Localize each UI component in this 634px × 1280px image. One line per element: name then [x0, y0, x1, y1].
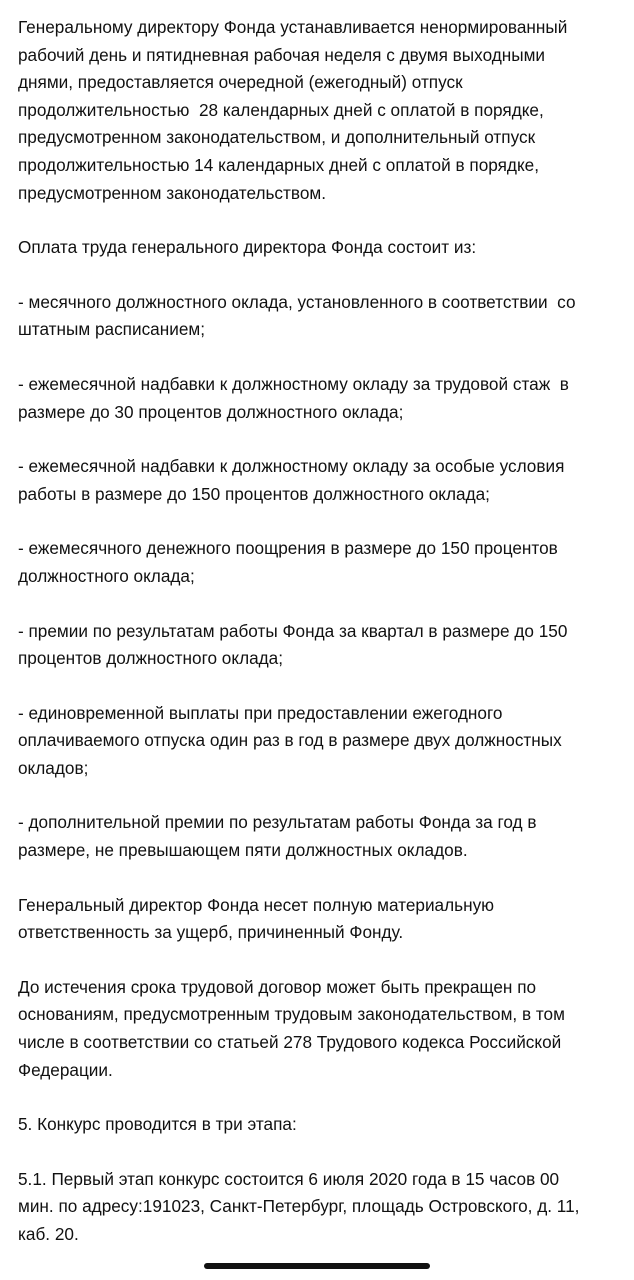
- list-item-vacation-payment: - единовременной выплаты при предоставлении ежегодного оплачиваемого отпуска один раз в год в размере двух должностных окладов;: [18, 702, 562, 778]
- paragraph-contract-termination: До истечения срока трудовой договор может быть прекращен по основаниям, предусмотренным трудовым законодательством, в том числе в соответствии со статьей 278 Трудового кодекса Российской Федерации.: [18, 976, 565, 1080]
- paragraph-work-schedule: Генеральному директору Фонда устанавливается ненормированный рабочий день и пятидневная рабочая неделя с двумя выходными днями, предоставляется очередной (ежегодный) отпуск продолжительностью 28 календарных дней с оплатой в порядке, предусмотренном законодательством, и дополнительный отпуск продолжительностью 14 календарных дней с оплатой в порядке, предусмотренном законодательством.: [18, 17, 568, 203]
- paragraph-salary-intro: Оплата труда генерального директора Фонда состоит из:: [18, 237, 477, 258]
- home-indicator[interactable]: [204, 1263, 430, 1269]
- paragraph-contest-stages: 5. Конкурс проводится в три этапа:: [18, 1114, 297, 1135]
- list-item-monetary-incentive: - ежемесячного денежного поощрения в размере до 150 процентов должностного оклада;: [18, 538, 558, 586]
- document-body: [18, 14, 620, 1276]
- list-item-special-conditions-bonus: - ежемесячной надбавки к должностному окладу за особые условия работы в размере до 150 процентов должностного оклада;: [18, 456, 565, 504]
- paragraph-first-stage: 5.1. Первый этап конкурс состоится 6 июля 2020 года в 15 часов 00 мин. по адресу:191023, Санкт-Петербург, площадь Островского, д. 11, каб. 20.: [18, 1168, 580, 1244]
- list-item-seniority-bonus: - ежемесячной надбавки к должностному окладу за трудовой стаж в размере до 30 процентов должностного оклада;: [18, 373, 569, 422]
- list-item-monthly-salary: - месячного должностного оклада, установленного в соответствии со штатным расписанием;: [18, 291, 576, 340]
- list-item-annual-bonus: - дополнительной премии по результатам работы Фонда за год в размере, не превышающем пяти должностных окладов.: [18, 812, 537, 861]
- list-item-quarterly-bonus: - премии по результатам работы Фонда за квартал в размере до 150 процентов должностного оклада;: [18, 620, 568, 669]
- paragraph-liability: Генеральный директор Фонда несет полную материальную ответственность за ущерб, причиненный Фонду.: [18, 894, 495, 943]
